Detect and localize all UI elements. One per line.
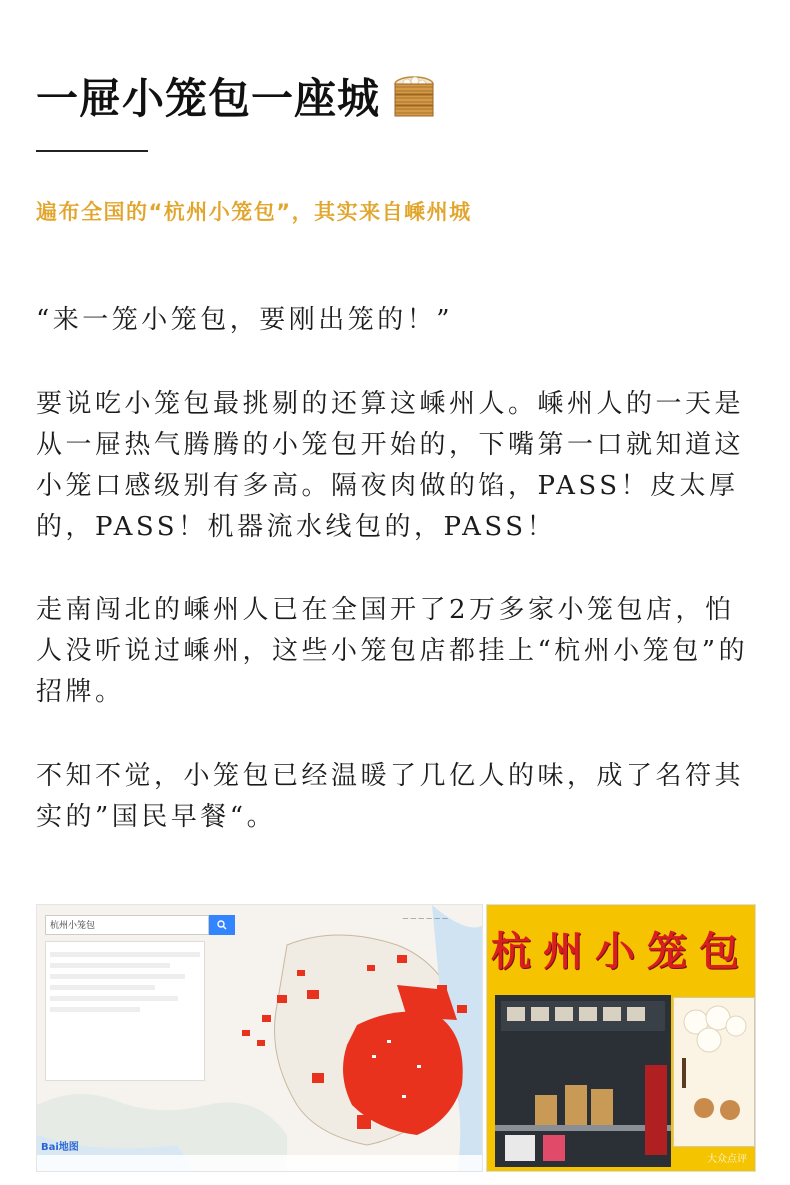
article-title-text: 一屉小笼包一座城	[36, 74, 381, 123]
map-logo: Bai地图	[41, 1142, 79, 1153]
paragraph-1: “来一笼小笼包，要刚出笼的！”	[36, 305, 454, 335]
shop-interior	[495, 995, 671, 1167]
dianping-watermark: 大众点评	[707, 1154, 747, 1165]
map-search-button	[209, 915, 235, 935]
map-search-input: 杭州小笼包	[45, 915, 209, 935]
shop-poster-graphic	[674, 998, 754, 1146]
paragraph-2: 要说吃小笼包最挑剔的还算这嵊州人。嵊州人的一天是从一屉热气腾腾的小笼包开始的，下嘴第一口就知道这小笼口感级别有多高。隔夜肉做的馅，PASS！皮太厚的，PASS！机器流水线包的，PASS！	[36, 389, 745, 542]
map-footer	[37, 1155, 482, 1171]
shop-front-photo	[486, 904, 756, 1172]
article-subtitle: 遍布全国的“杭州小笼包”，其实来自嵊州城	[36, 200, 472, 224]
shop-sign-text: 杭州小笼包	[491, 928, 751, 975]
paragraph-4: 不知不觉，小笼包已经温暖了几亿人的味，成了名符其实的”国民早餐“。	[36, 761, 745, 832]
paragraph-3: 走南闯北的嵊州人已在全国开了2万多家小笼包店，怕人没听说过嵊州，这些小笼包店都挂上“杭州小笼包”的招牌。	[36, 595, 749, 707]
article-title	[36, 66, 438, 126]
map-results-panel	[45, 941, 205, 1081]
shop-sign	[487, 905, 755, 991]
shop-menu-poster	[673, 997, 755, 1147]
search-icon	[217, 920, 227, 930]
title-divider	[36, 150, 148, 152]
steamer-basket-icon	[390, 72, 438, 120]
shop-interior-graphic	[495, 995, 671, 1167]
map-toolbar: — — — — — —	[402, 915, 448, 922]
store-distribution-map-image	[36, 904, 483, 1172]
map-store-markers	[237, 945, 477, 1155]
